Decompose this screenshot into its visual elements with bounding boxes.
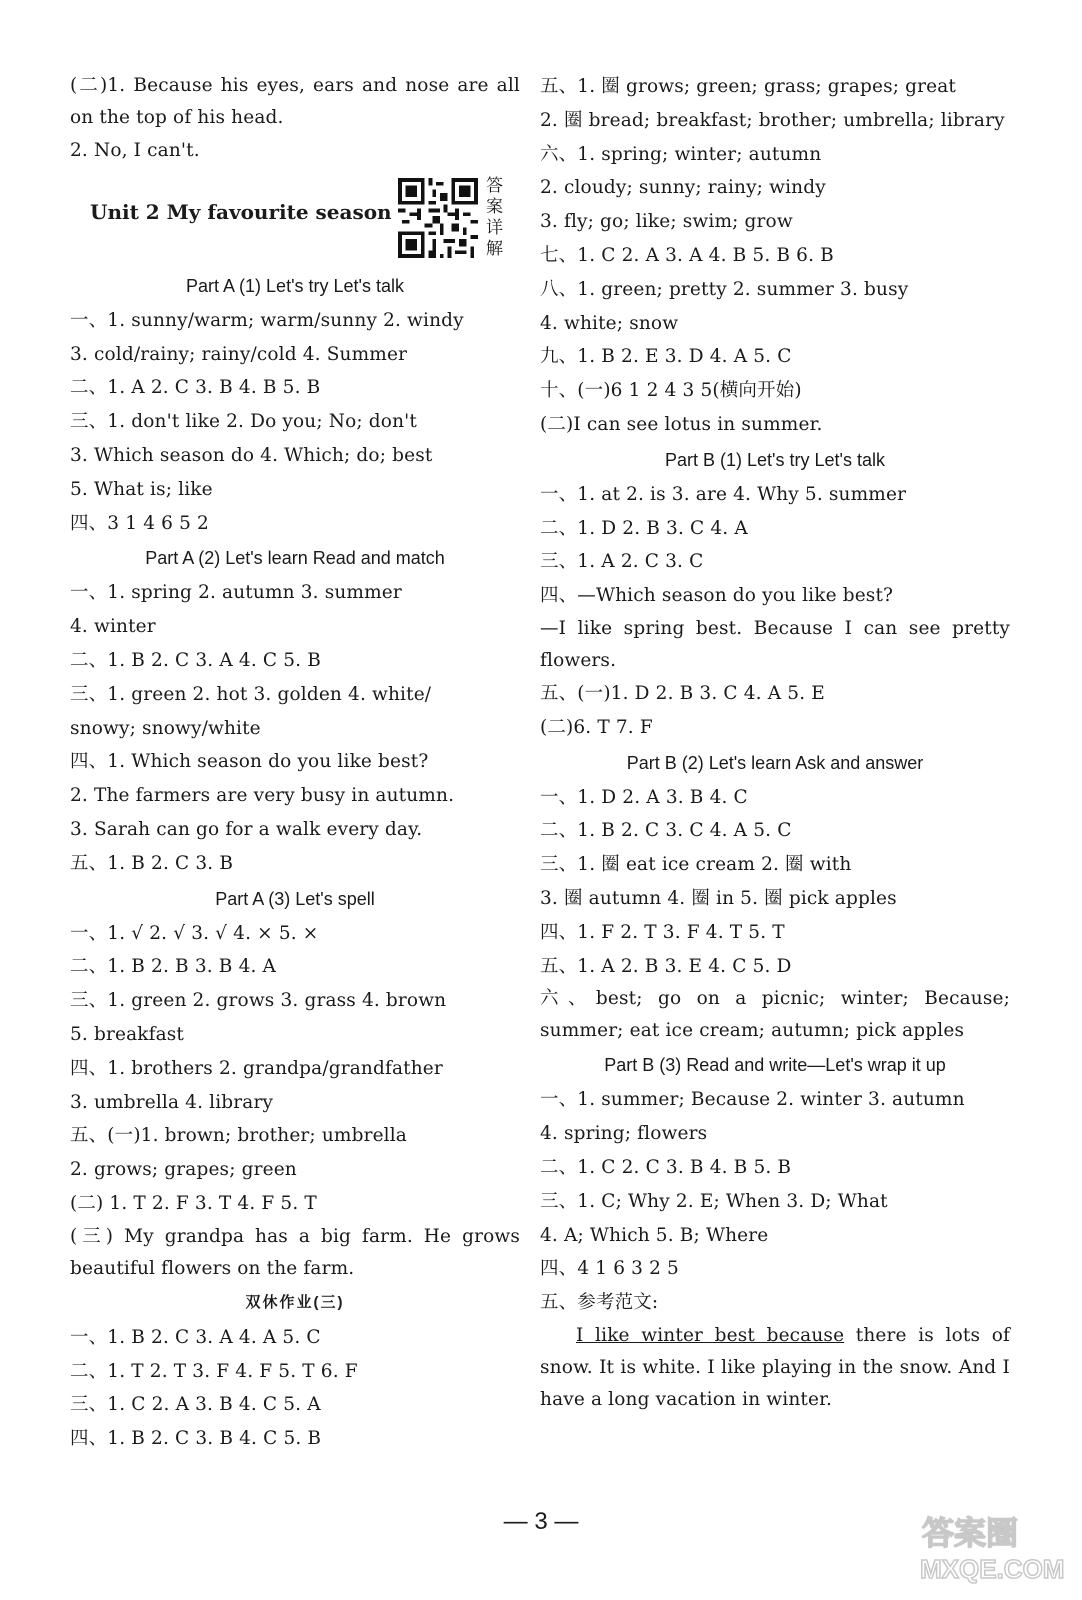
answer-line: 4. white; snow: [540, 312, 679, 334]
answer-line: 一、1. D 2. A 3. B 4. C: [540, 786, 748, 808]
qr-code-icon[interactable]: [398, 178, 478, 258]
answer-line: 2. The farmers are very busy in autumn.: [70, 785, 455, 807]
answer-line: 二、1. B 2. C 3. C 4. A 5. C: [540, 820, 792, 842]
answer-line: 一、1. √ 2. √ 3. √ 4. × 5. ×: [70, 922, 319, 944]
answer-line: 十、(一)6 1 2 4 3 5(横向开始): [540, 380, 802, 402]
answer-line: 一、1. at 2. is 3. are 4. Why 5. summer: [540, 483, 907, 505]
answer-line: 三、1. don't like 2. Do you; No; don't: [70, 411, 417, 433]
answer-line: 一、1. summer; Because 2. winter 3. autumn: [540, 1089, 965, 1111]
answer-line: 三、1. 圈 eat ice cream 2. 圈 with: [540, 854, 852, 876]
answer-line: 三、1. C; Why 2. E; When 3. D; What: [540, 1190, 888, 1212]
answer-line: 2. 圈 bread; breakfast; brother; umbrella; library: [540, 109, 1005, 131]
answer-line: 三、1. A 2. C 3. C: [540, 551, 704, 573]
weekend-homework-header: 双休作业(三): [245, 1293, 345, 1311]
sample-essay: [540, 1320, 1010, 1416]
answer-line: 3. Which season do 4. Which; do; best: [70, 444, 433, 466]
answer-line: 四、1. F 2. T 3. F 4. T 5. T: [540, 921, 785, 943]
answer-line: 五、1. B 2. C 3. B: [70, 852, 234, 874]
answer-line: 4. winter: [70, 616, 156, 638]
answer-line: 3. 圈 autumn 4. 圈 in 5. 圈 pick apples: [540, 887, 897, 909]
answer-line: 五、1. A 2. B 3. E 4. C 5. D: [540, 955, 792, 977]
part-a2-header: Part A (2) Let's learn Read and match: [145, 548, 445, 569]
answer-line: 五、参考范文:: [540, 1292, 659, 1314]
answer-line: 四、1. Which season do you like best?: [70, 751, 429, 773]
answer-line: 二、1. B 2. B 3. B 4. A: [70, 956, 277, 978]
answer-paragraph: 六、best; go on a picnic; winter; Because; summer; eat ice cream; autumn; pick apples: [540, 988, 1010, 1042]
answer-line: (二)I can see lotus in summer.: [540, 413, 823, 435]
answer-line: 二、1. B 2. C 3. A 4. C 5. B: [70, 649, 321, 671]
answer-line: 三、1. green 2. grows 3. grass 4. brown: [70, 990, 447, 1012]
answer-line: 二、1. T 2. T 3. F 4. F 5. T 6. F: [70, 1360, 358, 1382]
answer-line: 5. breakfast: [70, 1023, 185, 1045]
intro-line-1: (二)1. Because his eyes, ears and nose are all on the top of his head.: [70, 75, 520, 128]
answer-paragraph: —I like spring best. Because I can see pretty flowers.: [540, 617, 1010, 671]
answer-line: 一、1. sunny/warm; warm/sunny 2. windy: [70, 309, 464, 331]
right-column: [540, 70, 1010, 1416]
watermark-cn-text: 答案圈: [922, 1514, 1019, 1552]
part-a3-header: Part A (3) Let's spell: [215, 888, 375, 909]
answer-line: 四、1. B 2. C 3. B 4. C 5. B: [70, 1428, 322, 1450]
answer-line: 三、1. C 2. A 3. B 4. C 5. A: [70, 1394, 321, 1416]
answer-line: 5. What is; like: [70, 478, 213, 500]
answer-line: 四、4 1 6 3 2 5: [540, 1258, 679, 1280]
answer-line: 3. umbrella 4. library: [70, 1091, 274, 1113]
answer-line: 四、—Which season do you like best?: [540, 585, 894, 607]
answer-line: 三、1. green 2. hot 3. golden 4. white/: [70, 683, 432, 705]
answer-line: 一、1. B 2. C 3. A 4. A 5. C: [70, 1326, 321, 1348]
part-a1-header: Part A (1) Let's try Let's talk: [186, 275, 404, 296]
answer-line: 二、1. D 2. B 3. C 4. A: [540, 517, 748, 539]
answer-line: 2. grows; grapes; green: [70, 1159, 297, 1181]
intro-line-2: 2. No, I can't.: [70, 140, 200, 161]
part-b2-header: Part B (2) Let's learn Ask and answer: [626, 752, 924, 773]
page-number: — 3 —: [503, 1508, 579, 1535]
answer-line: 二、1. A 2. C 3. B 4. B 5. B: [70, 377, 321, 399]
unit-title: Unit 2 My favourite season: [90, 199, 392, 224]
answer-line: 3. fly; go; like; swim; grow: [540, 211, 793, 233]
answer-line: 二、1. C 2. C 3. B 4. B 5. B: [540, 1156, 792, 1178]
answer-line: 2. cloudy; sunny; rainy; windy: [540, 177, 826, 199]
watermark-text: MXQE.COM: [920, 1554, 1064, 1584]
answer-paragraph: (三) My grandpa has a big farm. He grows beautiful flowers on the farm.: [70, 1225, 520, 1279]
answer-line: 3. Sarah can go for a walk every day.: [70, 818, 423, 840]
answer-line: 一、1. spring 2. autumn 3. summer: [70, 582, 402, 604]
answer-line: (二)6. T 7. F: [540, 716, 653, 738]
left-column: [70, 70, 520, 1456]
answer-line: (二) 1. T 2. F 3. T 4. F 5. T: [70, 1192, 317, 1214]
answer-line: 七、1. C 2. A 3. A 4. B 5. B 6. B: [540, 244, 834, 266]
answer-line: 四、3 1 4 6 5 2: [70, 512, 209, 534]
answer-line: 四、1. brothers 2. grandpa/grandfather: [70, 1057, 443, 1079]
answer-line: snowy; snowy/white: [70, 717, 261, 739]
answer-line: 九、1. B 2. E 3. D 4. A 5. C: [540, 346, 792, 368]
essay-underlined-phrase: I like winter best because: [576, 1324, 845, 1346]
qr-side-label: 答案详解: [486, 175, 503, 259]
answer-line: 八、1. green; pretty 2. summer 3. busy: [540, 278, 909, 300]
watermark-logo-icon: [914, 1506, 1064, 1586]
answer-line: 五、(一)1. brown; brother; umbrella: [70, 1125, 407, 1147]
answer-line: 五、1. 圈 grows; green; grass; grapes; great: [540, 76, 956, 97]
answer-line: 六、1. spring; winter; autumn: [540, 143, 822, 165]
answer-line: 3. cold/rainy; rainy/cold 4. Summer: [70, 343, 408, 365]
answer-line: 4. spring; flowers: [540, 1123, 708, 1145]
answer-line: 五、(一)1. D 2. B 3. C 4. A 5. E: [540, 682, 825, 704]
part-b3-header: Part B (3) Read and write—Let's wrap it up: [604, 1055, 946, 1076]
part-b1-header: Part B (1) Let's try Let's talk: [665, 449, 885, 470]
answer-line: 4. A; Which 5. B; Where: [540, 1224, 769, 1246]
unit-heading: [70, 168, 520, 268]
essay-body: there is lots of snow. It is white. I like playing in the snow. And I have a long vacation in winter.: [540, 1324, 1011, 1410]
